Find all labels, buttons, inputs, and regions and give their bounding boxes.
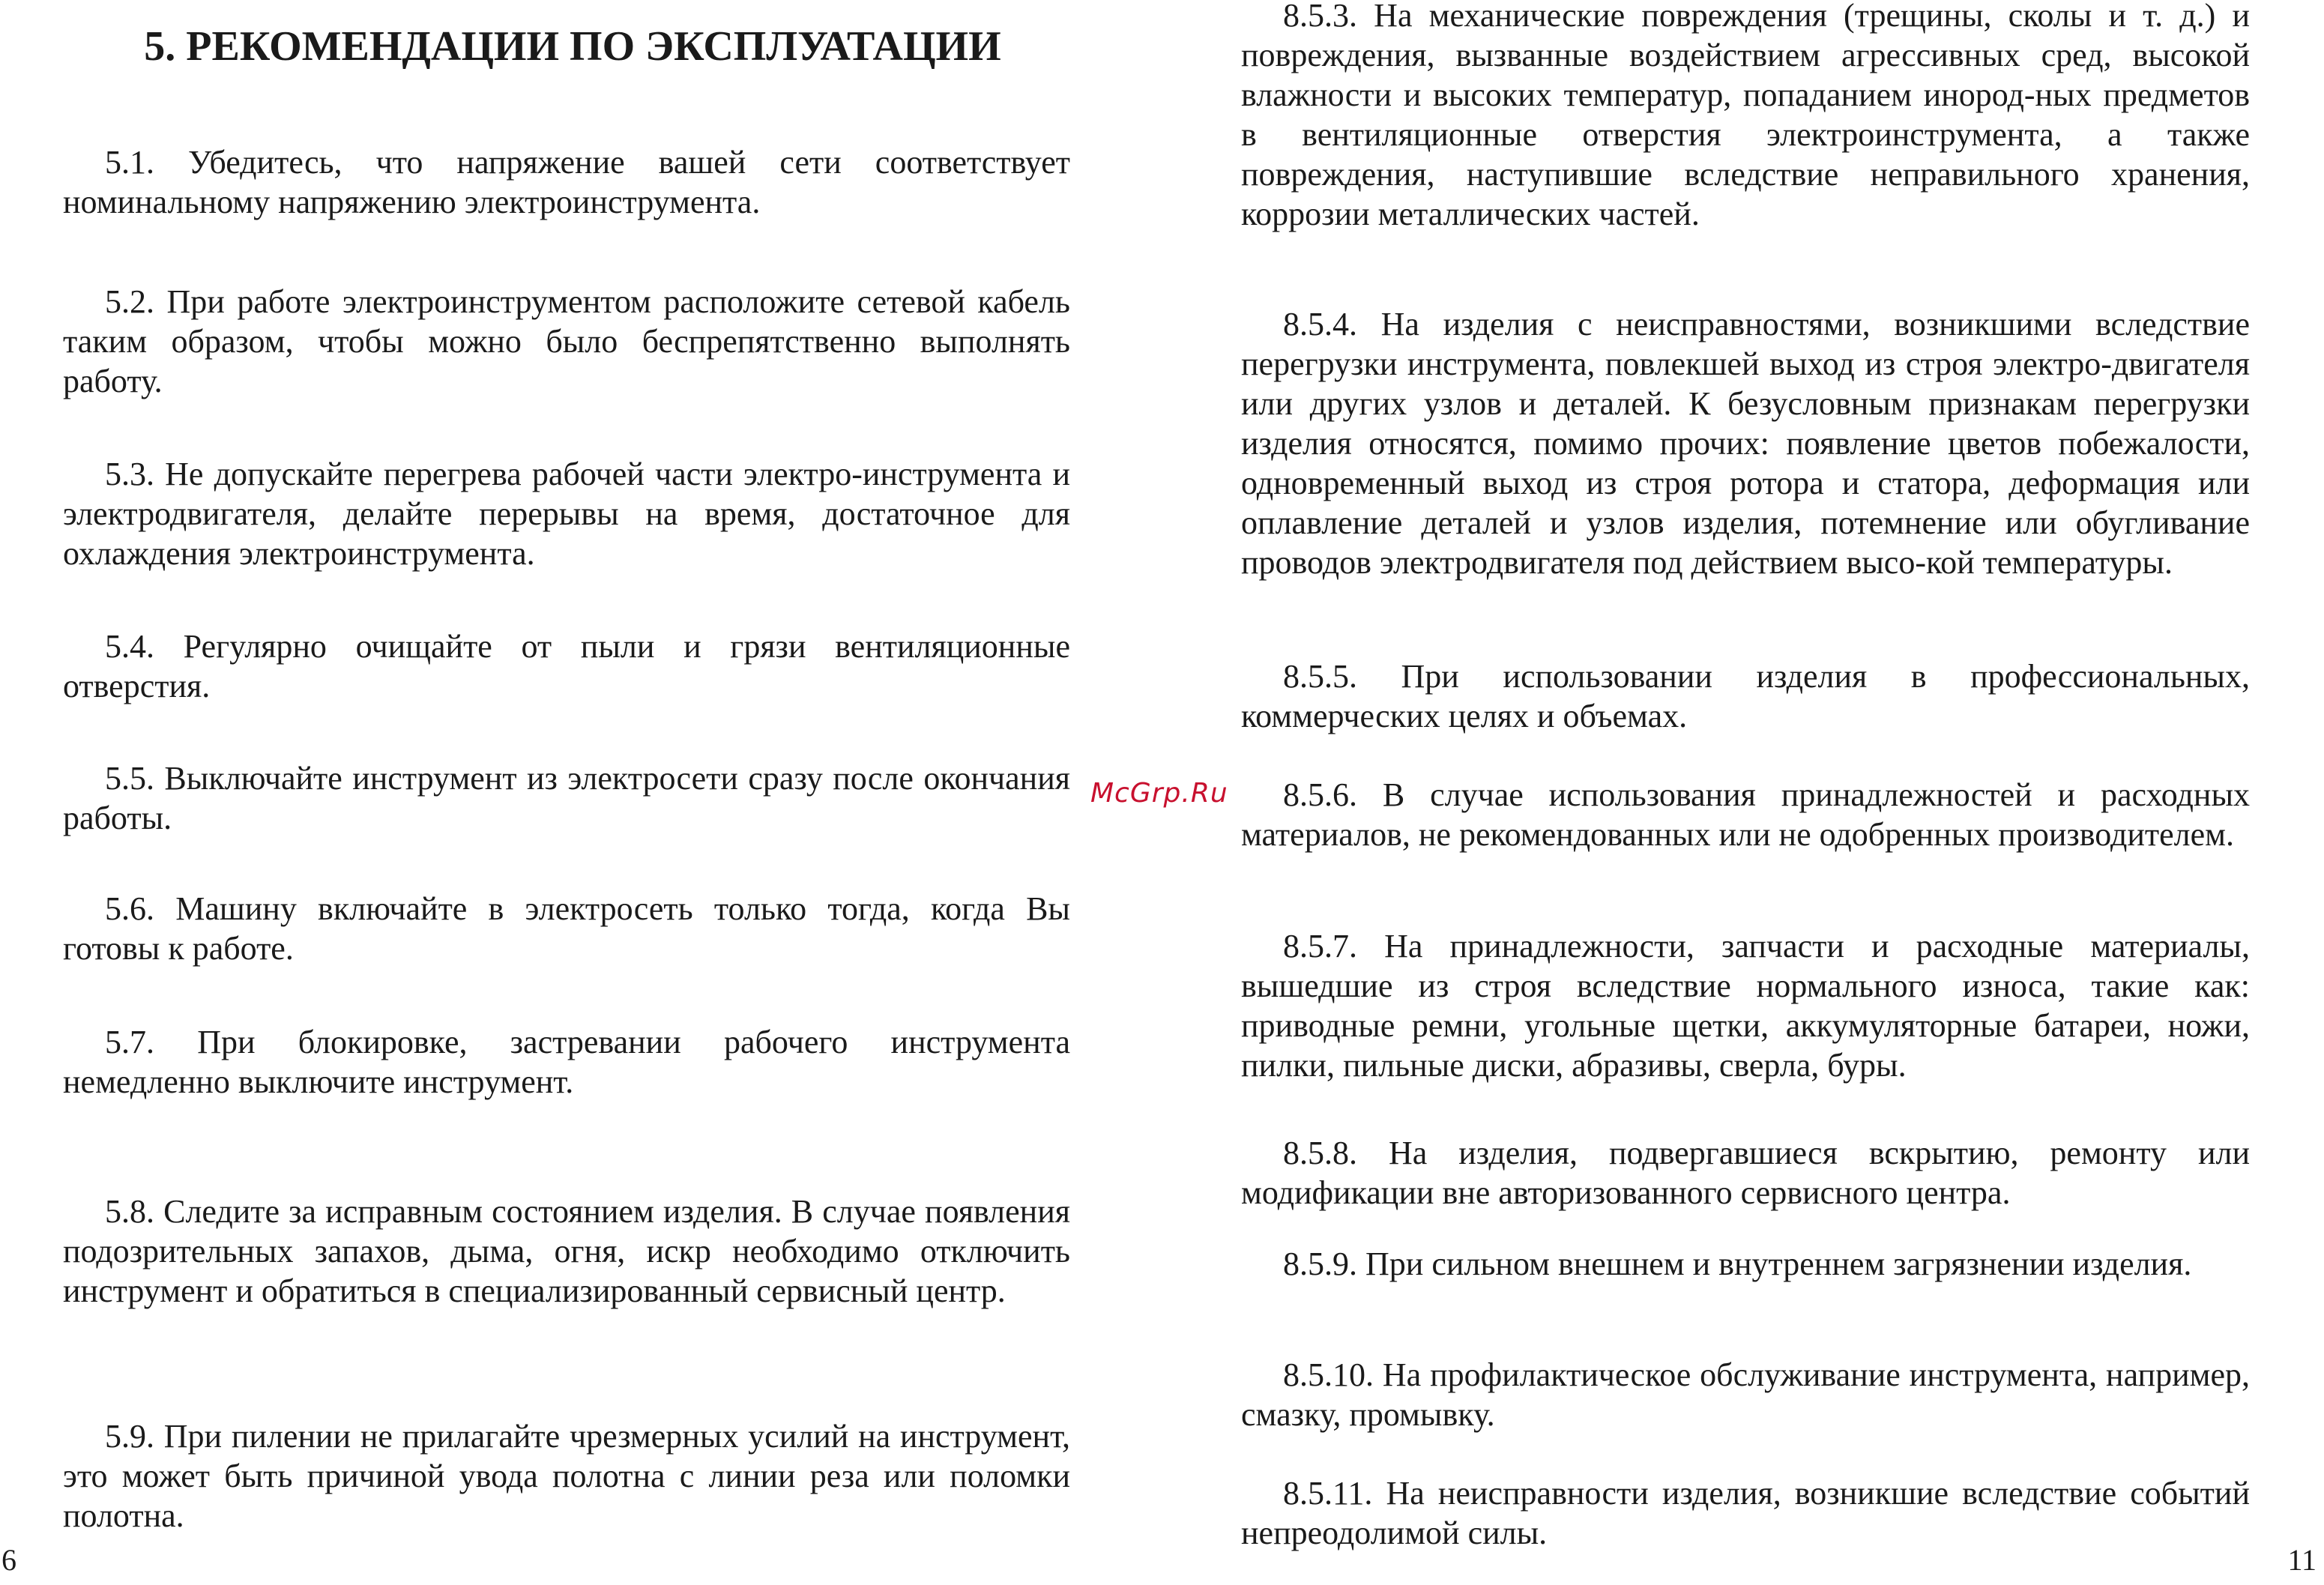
paragraph-8-5-5: 8.5.5. При использовании изделия в профессиональных, коммерческих целях и объемах.: [1241, 658, 2250, 734]
paragraph-5-5: 5.5. Выключайте инструмент из электросети сразу после окончания работы.: [63, 760, 1070, 836]
paragraph-8-5-4: 8.5.4. На изделия с неисправностями, возникшими вследствие перегрузки инструмента, повлекшей выход из строя электро-двигателя или других узлов и деталей. К безусловным признакам перегрузки изделия относятся, помимо прочих: появление цветов побежалости, одновременный выход из строя ротора и статора, деформация или оплавление деталей и узлов изделия, потемнение или обугливание проводов электродвигателя под действием высо-кой температуры.: [1241, 306, 2250, 581]
paragraph-8-5-10: 8.5.10. На профилактическое обслуживание инструмента, например, смазку, промывку.: [1241, 1356, 2250, 1433]
paragraph-5-2: 5.2. При работе электроинструментом расположите сетевой кабель таким образом, чтобы можно было беспрепятственно выполнять работу.: [63, 283, 1070, 399]
right-page: [1162, 0, 2324, 1585]
paragraph-5-8: 5.8. Следите за исправным состоянием изделия. В случае появления подозрительных запахов, дыма, огня, искр необходимо отключить инструмент и обратиться в специализированный сервисный центр.: [63, 1193, 1070, 1309]
paragraph-8-5-3: 8.5.3. На механические повреждения (трещины, сколы и т. д.) и повреждения, вызванные воздействием агрессивных сред, высокой влажности и высоких температур, попаданием инород-ных предметов в вентиляционные отверстия электроинструмента, а также повреждения, наступившие вследствие неправильного хранения, коррозии металлических частей.: [1241, 0, 2250, 232]
paragraph-8-5-8: 8.5.8. На изделия, подвергавшиеся вскрытию, ремонту или модификации вне авторизованного сервисного центра.: [1241, 1135, 2250, 1211]
section-title: 5. РЕКОМЕНДАЦИИ ПО ЭКСПЛУАТАЦИИ: [144, 23, 1001, 70]
paragraph-8-5-7: 8.5.7. На принадлежности, запчасти и расходные материалы, вышедшие из строя вследствие нормального износа, такие как: приводные ремни, угольные щетки, аккумуляторные батареи, ножи, пилки, пильные диски, абразивы, сверла, буры.: [1241, 928, 2250, 1084]
paragraph-5-7: 5.7. При блокировке, застревании рабочего инструмента немедленно выключите инструмент.: [63, 1024, 1070, 1100]
paragraph-5-9: 5.9. При пилении не прилагайте чрезмерных усилий на инструмент, это может быть причиной увода полотна с линии реза или поломки полотна.: [63, 1418, 1070, 1534]
watermark-logo: McGrp.Ru: [1090, 778, 1228, 809]
page-number-right: 11: [2287, 1543, 2317, 1577]
paragraph-5-3: 5.3. Не допускайте перегрева рабочей части электро-инструмента и электродвигателя, делайте перерывы на время, достаточное для охлаждения электроинструмента.: [63, 456, 1070, 572]
paragraph-5-6: 5.6. Машину включайте в электросеть только тогда, когда Вы готовы к работе.: [63, 890, 1070, 967]
paragraph-5-1: 5.1. Убедитесь, что напряжение вашей сети соответствует номинальному напряжению электроинструмента.: [63, 144, 1070, 220]
paragraph-8-5-9: 8.5.9. При сильном внешнем и внутреннем загрязнении изделия.: [1283, 1246, 2192, 1282]
page-number-left: 6: [1, 1543, 16, 1577]
paragraph-8-5-6: 8.5.6. В случае использования принадлежностей и расходных материалов, не рекомендованных или не одобренных производителем.: [1241, 776, 2250, 853]
paragraph-5-4: 5.4. Регулярно очищайте от пыли и грязи вентиляционные отверстия.: [63, 628, 1070, 704]
paragraph-8-5-11: 8.5.11. На неисправности изделия, возникшие вследствие событий непреодолимой силы.: [1241, 1475, 2250, 1551]
